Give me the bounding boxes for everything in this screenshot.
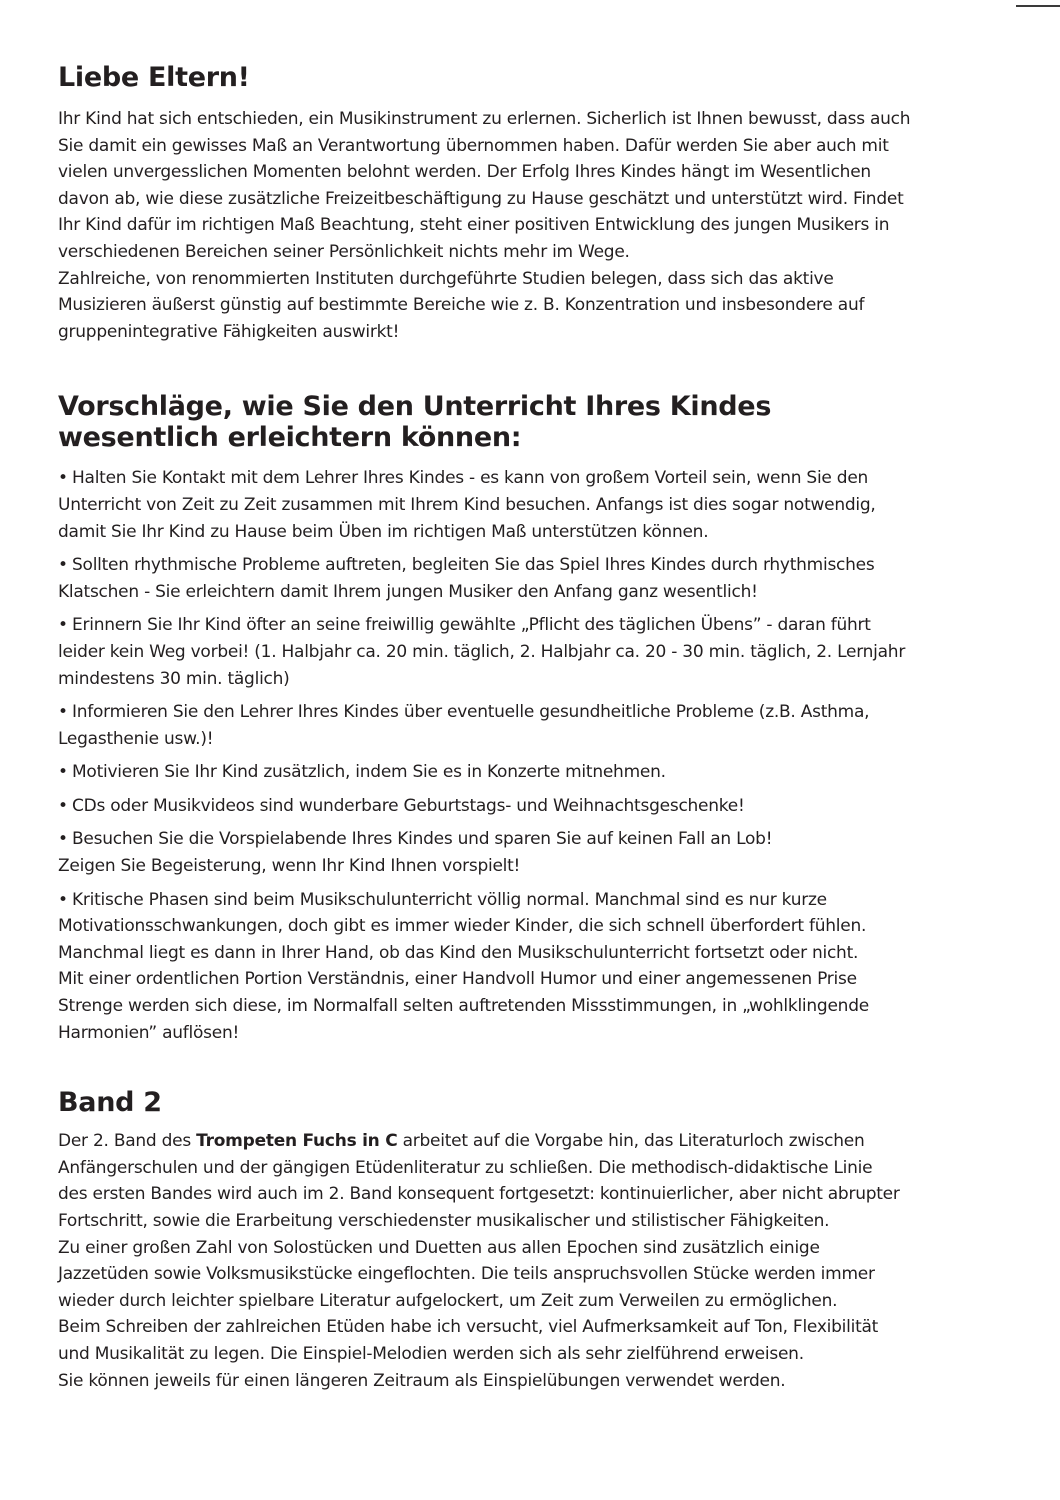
text-line: Zahlreiche, von renommierten Instituten durchgeführte Studien belegen, dass sich das aktive: [58, 268, 834, 289]
text-line: Manchmal liegt es dann in Ihrer Hand, ob das Kind den Musikschulunterricht fortsetzt oder nicht.: [58, 942, 859, 963]
text-line: [58, 1128, 993, 1155]
suggestion-list: [58, 465, 993, 1046]
text-segment: arbeitet auf die Vorgabe hin, das Literaturloch zwischen: [397, 1131, 865, 1152]
list-item: [58, 887, 993, 1047]
bullet-icon: •: [58, 762, 68, 783]
text-line: Harmonien” auflösen!: [58, 1022, 240, 1043]
heading-line: wesentlich erleichtern können:: [58, 422, 522, 454]
bullet-icon: •: [58, 468, 68, 489]
text-line: Sie damit ein gewisses Maß an Verantwortung übernommen haben. Dafür werden Sie aber auch mit: [58, 135, 889, 156]
text-line: Kritische Phasen sind beim Musikschulunterricht völlig normal. Manchmal sind es nur kurze: [72, 889, 827, 910]
text-line: Halten Sie Kontakt mit dem Lehrer Ihres Kindes - es kann von großem Vorteil sein, wenn Sie den: [72, 468, 869, 489]
text-line: Ihr Kind dafür im richtigen Maß Beachtung, steht einer positiven Entwicklung des jungen Musikers in: [58, 215, 890, 236]
text-line: Klatschen - Sie erleichtern damit Ihrem jungen Musiker den Anfang ganz wesentlich!: [58, 581, 758, 602]
list-item: [58, 826, 993, 879]
text-line: vielen unvergesslichen Momenten belohnt werden. Der Erfolg Ihres Kindes hängt im Wesentlichen: [58, 162, 871, 183]
bullet-icon: •: [58, 615, 68, 636]
list-item: [58, 612, 993, 692]
heading-line: Vorschläge, wie Sie den Unterricht Ihres Kindes: [58, 391, 772, 423]
bullet-icon: •: [58, 795, 68, 816]
parents-paragraph: [58, 106, 993, 345]
list-item: [58, 465, 993, 545]
text-line: Sollten rhythmische Probleme auftreten, begleiten Sie das Spiel Ihres Kindes durch rhythmisches: [72, 555, 875, 576]
list-item: [58, 699, 993, 752]
list-item: [58, 793, 993, 820]
text-line: Besuchen Sie die Vorspielabende Ihres Kindes und sparen Sie auf keinen Fall an Lob!: [72, 829, 773, 850]
text-line: Motivationsschwankungen, doch gibt es immer wieder Kinder, die sich schnell überfordert fühlen.: [58, 916, 867, 937]
text-line: davon ab, wie diese zusätzliche Freizeitbeschäftigung zu Hause geschätzt und unterstützt wird. Findet: [58, 188, 904, 209]
heading-band: Band 2: [58, 1087, 162, 1119]
text-line: Zeigen Sie Begeisterung, wenn Ihr Kind Ihnen vorspielt!: [58, 856, 521, 877]
text-line: mindestens 30 min. täglich): [58, 668, 290, 689]
book-title: Trompeten Fuchs in C: [196, 1131, 398, 1152]
text-line: Musizieren äußerst günstig auf bestimmte Bereiche wie z. B. Konzentration und insbesondere auf: [58, 295, 865, 316]
text-line: leider kein Weg vorbei! (1. Halbjahr ca. 20 min. täglich, 2. Halbjahr ca. 20 - 30 min. täglich, 2. Lernjahr: [58, 641, 906, 662]
list-item: [58, 552, 993, 605]
text-line: Motivieren Sie Ihr Kind zusätzlich, indem Sie es in Konzerte mitnehmen.: [72, 762, 666, 783]
band-paragraph: [58, 1128, 993, 1394]
text-line: Anfängerschulen und der gängigen Etüdenliteratur zu schließen. Die methodisch-didaktische Linie: [58, 1157, 873, 1178]
heading-parents: Liebe Eltern!: [58, 62, 250, 93]
heading-suggestions: [58, 391, 993, 453]
text-line: Fortschritt, sowie die Erarbeitung verschiedenster musikalischer und stilistischer Fähigkeiten.: [58, 1211, 830, 1231]
bullet-icon: •: [58, 555, 68, 576]
bullet-icon: •: [58, 889, 68, 910]
text-line: Legasthenie usw.)!: [58, 728, 214, 749]
text-line: gruppenintegrative Fähigkeiten auswirkt!: [58, 321, 400, 342]
text-line: CDs oder Musikvideos sind wunderbare Geburtstags- und Weihnachtsgeschenke!: [72, 795, 745, 816]
text-line: Zu einer großen Zahl von Solostücken und Duetten aus allen Epochen sind zusätzlich einige: [58, 1237, 820, 1258]
text-line: verschiedenen Bereichen seiner Persönlichkeit nichts mehr im Wege.: [58, 241, 630, 262]
document-page: [58, 62, 993, 1394]
text-line: Jazzetüden sowie Volksmusikstücke eingeflochten. Die teils anspruchsvollen Stücke werden immer: [58, 1264, 875, 1285]
text-line: Mit einer ordentlichen Portion Verständnis, einer Handvoll Humor und einer angemessenen Prise: [58, 969, 857, 990]
list-item: [58, 759, 993, 786]
text-line: Beim Schreiben der zahlreichen Etüden habe ich versucht, viel Aufmerksamkeit auf Ton, Flexibilität: [58, 1317, 879, 1338]
text-line: des ersten Bandes wird auch im 2. Band konsequent fortgesetzt: kontinuierlicher, aber nicht abrupter: [58, 1184, 900, 1205]
text-line: wieder durch leichter spielbare Literatur aufgelockert, um Zeit zum Verweilen zu ermöglichen.: [58, 1290, 838, 1311]
text-line: Sie können jeweils für einen längeren Zeitraum als Einspielübungen verwendet werden.: [58, 1370, 786, 1391]
bullet-icon: •: [58, 829, 68, 850]
corner-rule: [1016, 0, 1060, 7]
text-line: und Musikalität zu legen. Die Einspiel-Melodien werden sich als sehr zielführend erweisen.: [58, 1343, 804, 1364]
text-line: Strenge werden sich diese, im Normalfall selten auftretenden Missstimmungen, in „wohlklingende: [58, 996, 869, 1017]
text-segment: Der 2. Band des: [58, 1131, 197, 1152]
bullet-icon: •: [58, 702, 68, 723]
text-line: Informieren Sie den Lehrer Ihres Kindes über eventuelle gesundheitliche Probleme (z.B. Asthma,: [72, 702, 870, 723]
text-line: Ihr Kind hat sich entschieden, ein Musikinstrument zu erlernen. Sicherlich ist Ihnen bewusst, dass auch: [58, 109, 911, 129]
text-line: Unterricht von Zeit zu Zeit zusammen mit Ihrem Kind besuchen. Anfangs ist dies sogar notwendig,: [58, 494, 876, 515]
text-line: damit Sie Ihr Kind zu Hause beim Üben im richtigen Maß unterstützen können.: [58, 521, 709, 542]
text-line: Erinnern Sie Ihr Kind öfter an seine freiwillig gewählte „Pflicht des täglichen Übens” - daran führt: [72, 615, 871, 636]
